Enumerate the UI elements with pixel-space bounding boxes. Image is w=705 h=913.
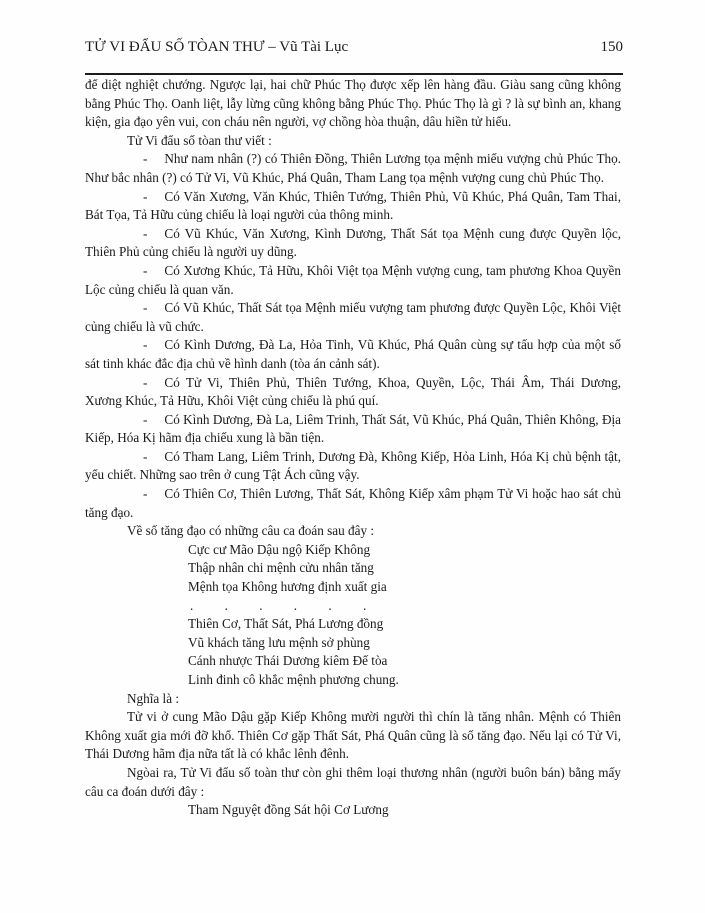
list-item-text: Có Tham Lang, Liêm Trinh, Dương Đà, Không Kiếp, Hỏa Linh, Hóa Kị chủ bệnh tật, yểu chiết. Những sao trên ở cung Tật Ách cũng vậy. bbox=[85, 448, 621, 483]
list-dash-marker: - bbox=[143, 151, 148, 167]
list-item-text: Có Vũ Khúc, Văn Xương, Kình Dương, Thất Sát tọa Mệnh cung được Quyền lộc, Thiên Phủ củng chiếu là người uy dũng. bbox=[85, 225, 621, 260]
page-header-title: TỬ VI ĐẨU SỐ TÒAN THƯ – Vũ Tài Lục bbox=[85, 39, 349, 55]
list-dash-marker: - bbox=[143, 337, 148, 353]
page-number: 150 bbox=[600, 39, 623, 55]
list-item-text: Có Kình Dương, Đà La, Liêm Trinh, Thất Sát, Vũ Khúc, Phá Quân, Thiên Không, Địa Kiếp, Hóa Kị hãm địa chiếu xung là bần tiện. bbox=[85, 411, 621, 446]
dots-separator: . . . . . . bbox=[190, 597, 369, 613]
list-dash-marker: - bbox=[143, 225, 148, 241]
verse-line: Cánh nhược Thái Dương kiêm Đế tòa bbox=[188, 653, 388, 669]
list-dash-marker: - bbox=[143, 448, 148, 464]
paragraph: để diệt nghiệt chướng. Ngược lại, hai chữ Phúc Thọ được xếp lên hàng đầu. Giàu sang cũng không bằng Phúc Thọ. Oanh liệt, lẫy lừng cũng không bằng Phúc Thọ. Phúc Thọ là gì ? là sự bình an, khang kiện, gia đạo yên vui, con cháu nên người, vợ chồng hòa thuận, dâu hiền tử hiếu. bbox=[85, 77, 621, 130]
list-dash-marker: - bbox=[143, 262, 148, 278]
list-item-text: Có Kình Dương, Đà La, Hỏa Tinh, Vũ Khúc, Phá Quân cùng sự tấu hợp của một số sát tinh khác đắc địa chủ về hình danh (tòa án cảnh sát). bbox=[85, 337, 621, 371]
list-item bbox=[85, 150, 621, 187]
paragraph: Ngòai ra, Tử Vi đẩu số toàn thư còn ghi thêm loại thương nhân (người buôn bán) bằng mấy câu ca đoán dưới đây : bbox=[85, 764, 621, 799]
verse-line: Tham Nguyệt đồng Sát hội Cơ Lương bbox=[188, 802, 389, 818]
list-item bbox=[85, 299, 621, 336]
lead-line: Về số tăng đạo có những câu ca đoán sau đây : bbox=[127, 523, 375, 539]
list-item-text: Có Văn Xương, Văn Khúc, Thiên Tướng, Thiên Phủ, Vũ Khúc, Phá Quân, Tam Thai, Bát Tọa, Tả Hữu củng chiếu là loại người của thông minh. bbox=[85, 188, 621, 223]
page-body bbox=[85, 76, 621, 820]
list-dash-marker: - bbox=[143, 374, 148, 390]
list-item bbox=[85, 225, 621, 262]
header-rule bbox=[85, 73, 623, 75]
verse-line: Linh đinh cô khắc mệnh phương chung. bbox=[188, 672, 399, 687]
list-item-text: Có Vũ Khúc, Thất Sát tọa Mệnh miếu vượng tam phương được Quyền Lộc, Khôi Việt củng chiếu là vũ chức. bbox=[85, 300, 621, 334]
list-item bbox=[85, 485, 621, 522]
verse-line: Vũ khách tăng lưu mệnh sở phùng bbox=[188, 634, 370, 650]
list-item bbox=[85, 374, 621, 411]
lead-line: Tử Vi đẩu số tòan thư viết : bbox=[127, 132, 272, 148]
list-item bbox=[85, 411, 621, 448]
list-item-text: Như nam nhân (?) có Thiên Đồng, Thiên Lương tọa mệnh miếu vượng chủ Phúc Thọ. Như bắc nhân (?) có Tử Vi, Vũ Khúc, Phá Quân, Tham Lang tọa mệnh vượng cung chủ Phúc Thọ. bbox=[85, 151, 621, 185]
list-dash-marker: - bbox=[143, 411, 148, 427]
list-item bbox=[85, 336, 621, 373]
list-dash-marker: - bbox=[143, 486, 148, 502]
verse-line: Mệnh tọa Không hương định xuất gia bbox=[188, 579, 387, 595]
list-dash-marker: - bbox=[143, 188, 148, 204]
list-item bbox=[85, 262, 621, 299]
list-item bbox=[85, 188, 621, 225]
verse-line: Thập nhân chi mệnh cửu nhân tăng bbox=[188, 560, 374, 576]
list-item-text: Có Xương Khúc, Tả Hữu, Khôi Việt tọa Mệnh vượng cung, tam phương Khoa Quyền Lộc củng chiếu là quan văn. bbox=[85, 262, 621, 297]
list-item-text: Có Tử Vi, Thiên Phủ, Thiên Tướng, Khoa, Quyền, Lộc, Thái Âm, Thái Dương, Xương Khúc, Tả Hữu, Khôi Việt củng chiếu là phú quí. bbox=[85, 374, 621, 409]
verse-line: Cực cư Mão Dậu ngộ Kiếp Không bbox=[188, 541, 371, 557]
list-item bbox=[85, 448, 621, 485]
paragraph: Tử vi ở cung Mão Dậu gặp Kiếp Không mười người thì chín là tăng nhân. Mệnh có Thiên Không xuất gia mới đỡ khổ. Thiên Cơ gặp Thất Sát, Phá Quân cũng là số tăng đạo. Nếu lại có Tử Vi, Thái Dương hãm địa nữa tất là có khắc lênh đênh. bbox=[85, 709, 621, 762]
lead-line: Nghĩa là : bbox=[127, 690, 180, 706]
verse-line: Thiên Cơ, Thất Sát, Phá Lương đồng bbox=[188, 616, 384, 632]
list-dash-marker: - bbox=[143, 300, 148, 316]
list-item-text: Có Thiên Cơ, Thiên Lương, Thất Sát, Không Kiếp xâm phạm Tử Vi hoặc hao sát chủ tăng đạo. bbox=[85, 486, 621, 520]
